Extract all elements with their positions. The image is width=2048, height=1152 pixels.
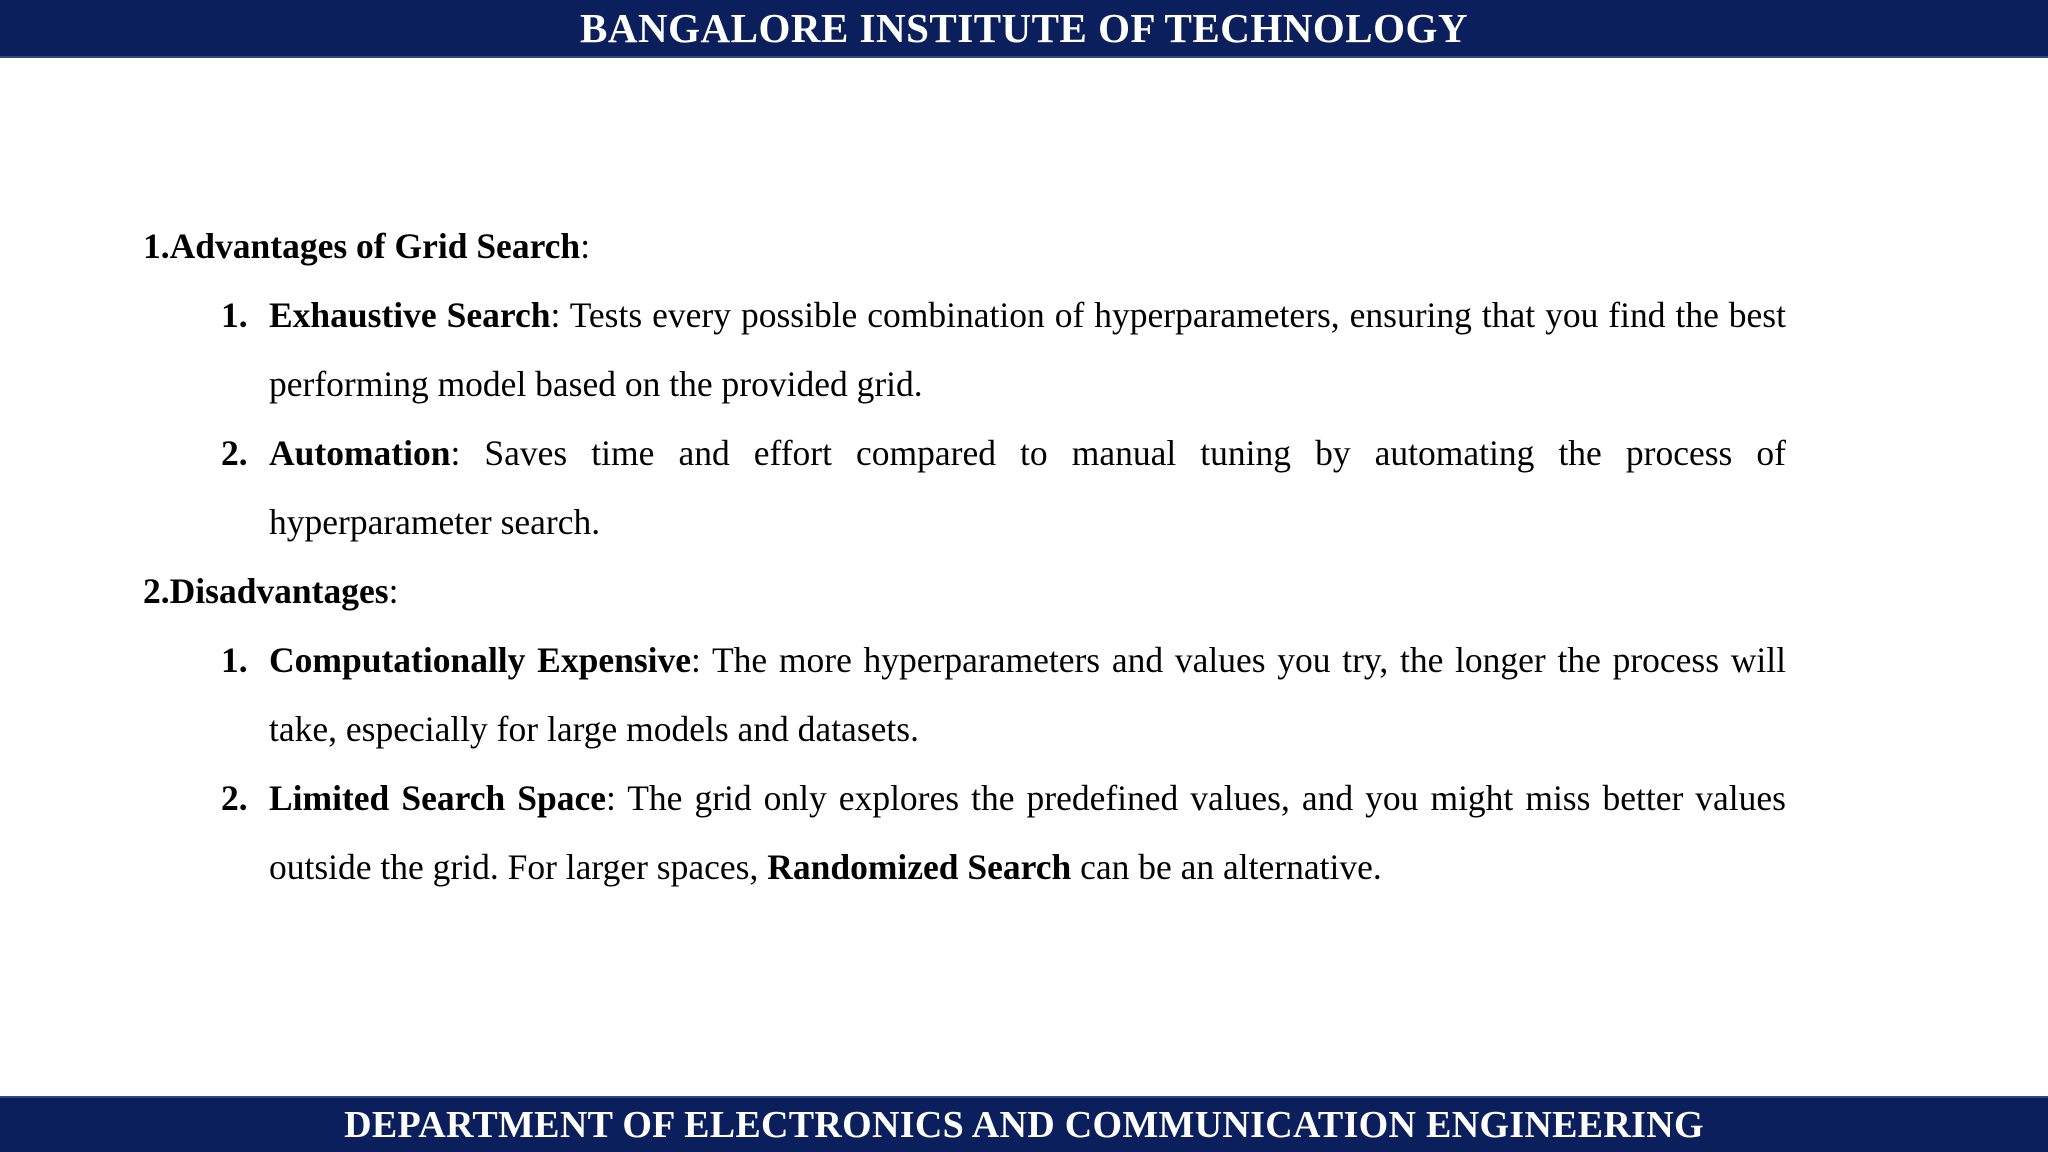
item-number: 2. [221,433,248,473]
item-text: : The grid only explores the predefined values, and you might miss better values outside the grid. For larger spaces, [269,778,1786,887]
item-term: Automation [269,433,451,473]
section-heading-advantages: 1.Advantages of Grid Search: [143,226,591,266]
item-text: : Tests every possible combination of hyperparameters, ensuring that you find the best performing model based on the provided grid. [269,295,1786,404]
item-number: 1. [221,295,248,335]
section-heading-text: 2.Disadvantages [143,571,389,611]
list-item [221,281,1786,419]
item-text: : The more hyperparameters and values you try, the longer the process will take, especially for large models and datasets. [269,640,1787,749]
item-text: : Saves time and effort compared to manual tuning by automating the process of hyperparameter search. [269,433,1786,542]
item-term: Limited Search Space [269,778,606,818]
item-number: 1. [221,640,248,680]
department-title: DEPARTMENT OF ELECTRONICS AND COMMUNICATION ENGINEERING [344,1104,1704,1146]
item-emphasis: Randomized Search [767,847,1072,887]
list-item [221,419,1786,557]
item-term: Exhaustive Search [269,295,551,335]
section-heading-text: 1.Advantages of Grid Search [143,226,581,266]
header-banner [0,0,2048,58]
footer-banner [0,1096,2048,1152]
item-term: Computationally Expensive [269,640,692,680]
institution-title: BANGALORE INSTITUTE OF TECHNOLOGY [580,5,1468,51]
item-text-after: can be an alternative. [1071,847,1382,887]
list-item [221,626,1787,764]
list-item [221,764,1786,902]
slide-content [143,212,1786,902]
item-number: 2. [221,778,248,818]
section-heading-disadvantages: 2.Disadvantages: [143,571,399,611]
